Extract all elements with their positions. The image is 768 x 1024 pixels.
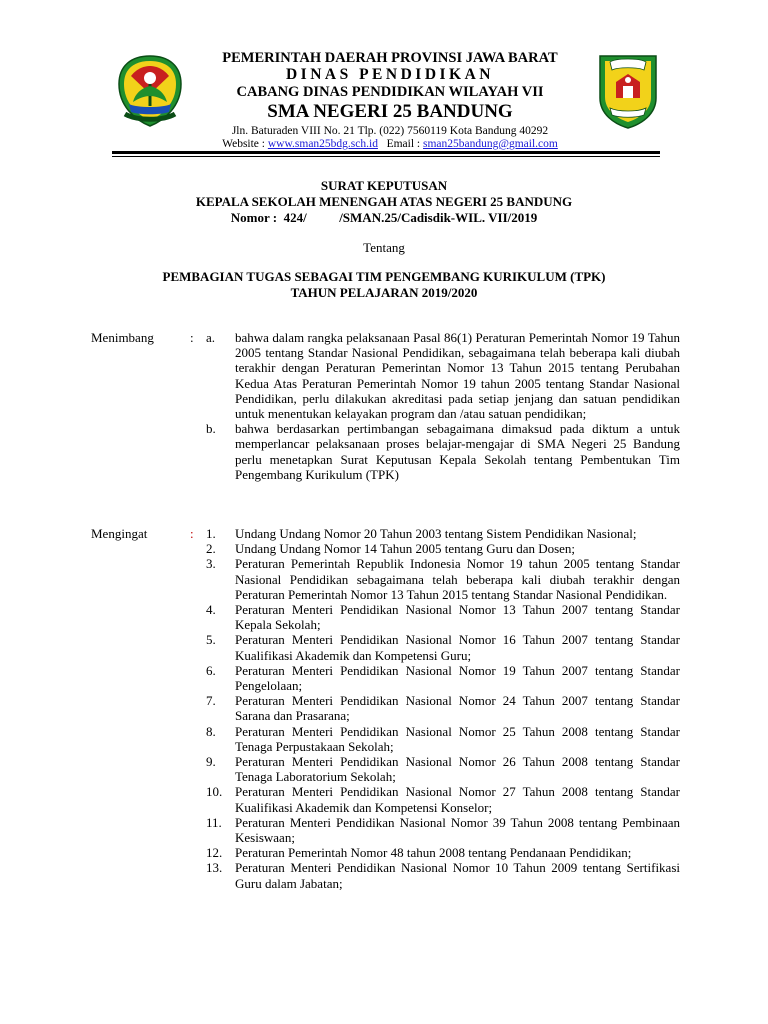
menimbang-list (206, 330, 680, 482)
item-text: Peraturan Menteri Pendidikan Nasional Nomor 24 Tahun 2007 tentang Standar Sarana dan Prasarana; (235, 693, 680, 724)
list-item (206, 845, 680, 860)
item-text: bahwa berdasarkan pertimbangan sebagaimana dimaksud pada diktum a untuk memperlancar pelaksanaan proses belajar-mengajar di SMA Negeri 25 Bandung perlu menetapkan Surat Keputusan Kepala Sekolah tentang Pembentukan Tim Pengembang Kurikulum (TPK) (235, 421, 680, 482)
department-name: DINAS PENDIDIKAN (285, 66, 494, 84)
item-marker: 5. (206, 632, 216, 648)
item-text: Peraturan Menteri Pendidikan Nasional Nomor 13 Tahun 2007 tentang Standar Kepala Sekolah; (235, 602, 680, 633)
item-marker: 3. (206, 556, 216, 572)
item-marker: 6. (206, 662, 216, 678)
item-text: Peraturan Menteri Pendidikan Nasional Nomor 16 Tahun 2007 tentang Standar Kualifikasi Akademik dan Kompetensi Guru; (235, 632, 680, 663)
item-text: Peraturan Pemerintah Republik Indonesia Nomor 19 tahun 2005 tentang Standar Nasional Pendidikan sebagaimana telah beberapa kali diubah terakhir dengan Peraturan Pemerintah Nomor 13 Tahun 2015 tentang Standar Nasional Pendidikan. (235, 556, 680, 602)
list-item (206, 724, 680, 754)
menimbang-colon: : (190, 330, 194, 345)
list-item (206, 526, 680, 541)
school-emblem-icon (596, 52, 660, 130)
document-subject-line-1: PEMBAGIAN TUGAS SEBAGAI TIM PENGEMBANG KURIKULUM (TPK) (162, 269, 606, 284)
item-text: bahwa dalam rangka pelaksanaan Pasal 86(1) Peraturan Pemerintah Nomor 19 Tahun 2005 tentang Standar Nasional Pendidikan, sebagaimana telah beberapa kali diubah terakhir dengan Peraturan Pemerintan Nomor 13 Tahun 2015 tentang Perubahan Kedua Atas Peraturan Pemerintah Nomor 19 tahun 2005 tentang Standar Nasional Pendidikan, perlu dilakukan akreditasi pada setiap jenjang dan satuan pendidikan untuk menentukan kelayakan program dan /atau satuan pendidikan; (235, 330, 680, 422)
school-name: SMA NEGERI 25 BANDUNG (267, 100, 513, 122)
item-marker: 4. (206, 602, 216, 618)
item-text: Peraturan Menteri Pendidikan Nasional Nomor 25 Tahun 2008 tentang Standar Tenaga Perpustakaan Sekolah; (235, 723, 680, 754)
item-text: Peraturan Menteri Pendidikan Nasional Nomor 39 Tahun 2008 tentang Pembinaan Kesiswaan; (235, 814, 680, 846)
letterhead (0, 46, 768, 156)
item-text: Peraturan Menteri Pendidikan Nasional Nomor 26 Tahun 2008 tentang Standar Tenaga Laboratorium Sekolah; (235, 754, 680, 785)
document-issuer: KEPALA SEKOLAH MENENGAH ATAS NEGERI 25 BANDUNG (195, 194, 573, 209)
item-marker: 8. (206, 723, 216, 739)
item-text: Undang Undang Nomor 14 Tahun 2005 tentang Guru dan Dosen; (235, 541, 576, 557)
list-item (206, 556, 680, 602)
menimbang-label: Menimbang (91, 330, 154, 345)
item-marker: 13. (206, 860, 223, 876)
mengingat-label: Mengingat (91, 526, 148, 541)
school-address: Jln. Baturaden VIII No. 21 Tlp. (022) 7560119 Kota Bandung 40292 (231, 125, 549, 138)
website-link[interactable]: www.sman25bdg.sch.id (267, 137, 378, 150)
item-text: Peraturan Menteri Pendidikan Nasional Nomor 19 Tahun 2007 tentang Standar Pengelolaan; (235, 662, 680, 694)
document-subject-line-2: TAHUN PELAJARAN 2019/2020 (290, 285, 478, 300)
list-item (206, 784, 680, 814)
list-item (206, 860, 680, 890)
item-marker: 11. (206, 814, 222, 830)
list-item (206, 632, 680, 662)
government-name: PEMERINTAH DAERAH PROVINSI JAWA BARAT (222, 50, 558, 66)
west-java-emblem-icon (117, 54, 183, 128)
branch-name: CABANG DINAS PENDIDIKAN WILAYAH VII (236, 83, 544, 100)
mengingat-colon: : (190, 526, 194, 541)
letterhead-divider-thick (112, 151, 660, 154)
mengingat-list (206, 526, 680, 891)
item-text: Undang Undang Nomor 20 Tahun 2003 tentang Sistem Pendidikan Nasional; (235, 526, 637, 541)
item-marker: b. (206, 421, 216, 437)
email-link[interactable]: sman25bandung@gmail.com (423, 137, 558, 150)
list-item (206, 541, 680, 556)
item-marker: 7. (206, 693, 216, 709)
document-about: Tentang (363, 240, 405, 255)
email-label: Email : (386, 137, 423, 150)
list-item (206, 663, 680, 693)
item-marker: 9. (206, 754, 216, 770)
list-item (206, 693, 680, 723)
item-marker: 2. (206, 541, 216, 557)
list-item (206, 815, 680, 845)
list-item (206, 754, 680, 784)
list-item (206, 330, 680, 421)
letterhead-text (190, 50, 590, 151)
website-label: Website : (222, 137, 268, 150)
document-number: Nomor : 424/ /SMAN.25/Cadisdik-WIL. VII/2019 (230, 210, 538, 225)
list-item (206, 602, 680, 632)
item-marker: 1. (206, 526, 216, 541)
item-text: Peraturan Menteri Pendidikan Nasional Nomor 27 Tahun 2008 tentang Standar Kualifikasi Akademik dan Kompetensi Konselor; (235, 784, 680, 815)
list-item (206, 421, 680, 482)
item-marker: 10. (206, 784, 223, 800)
document-type: SURAT KEPUTUSAN (320, 178, 448, 193)
letterhead-divider-thin (112, 156, 660, 157)
item-marker: a. (206, 330, 216, 345)
contact-line (190, 138, 590, 151)
item-text: Peraturan Pemerintah Nomor 48 tahun 2008 tentang Pendanaan Pendidikan; (235, 845, 632, 861)
item-text: Peraturan Menteri Pendidikan Nasional Nomor 10 Tahun 2009 tentang Sertifikasi Guru dalam Jabatan; (235, 860, 680, 891)
item-marker: 12. (206, 845, 223, 861)
